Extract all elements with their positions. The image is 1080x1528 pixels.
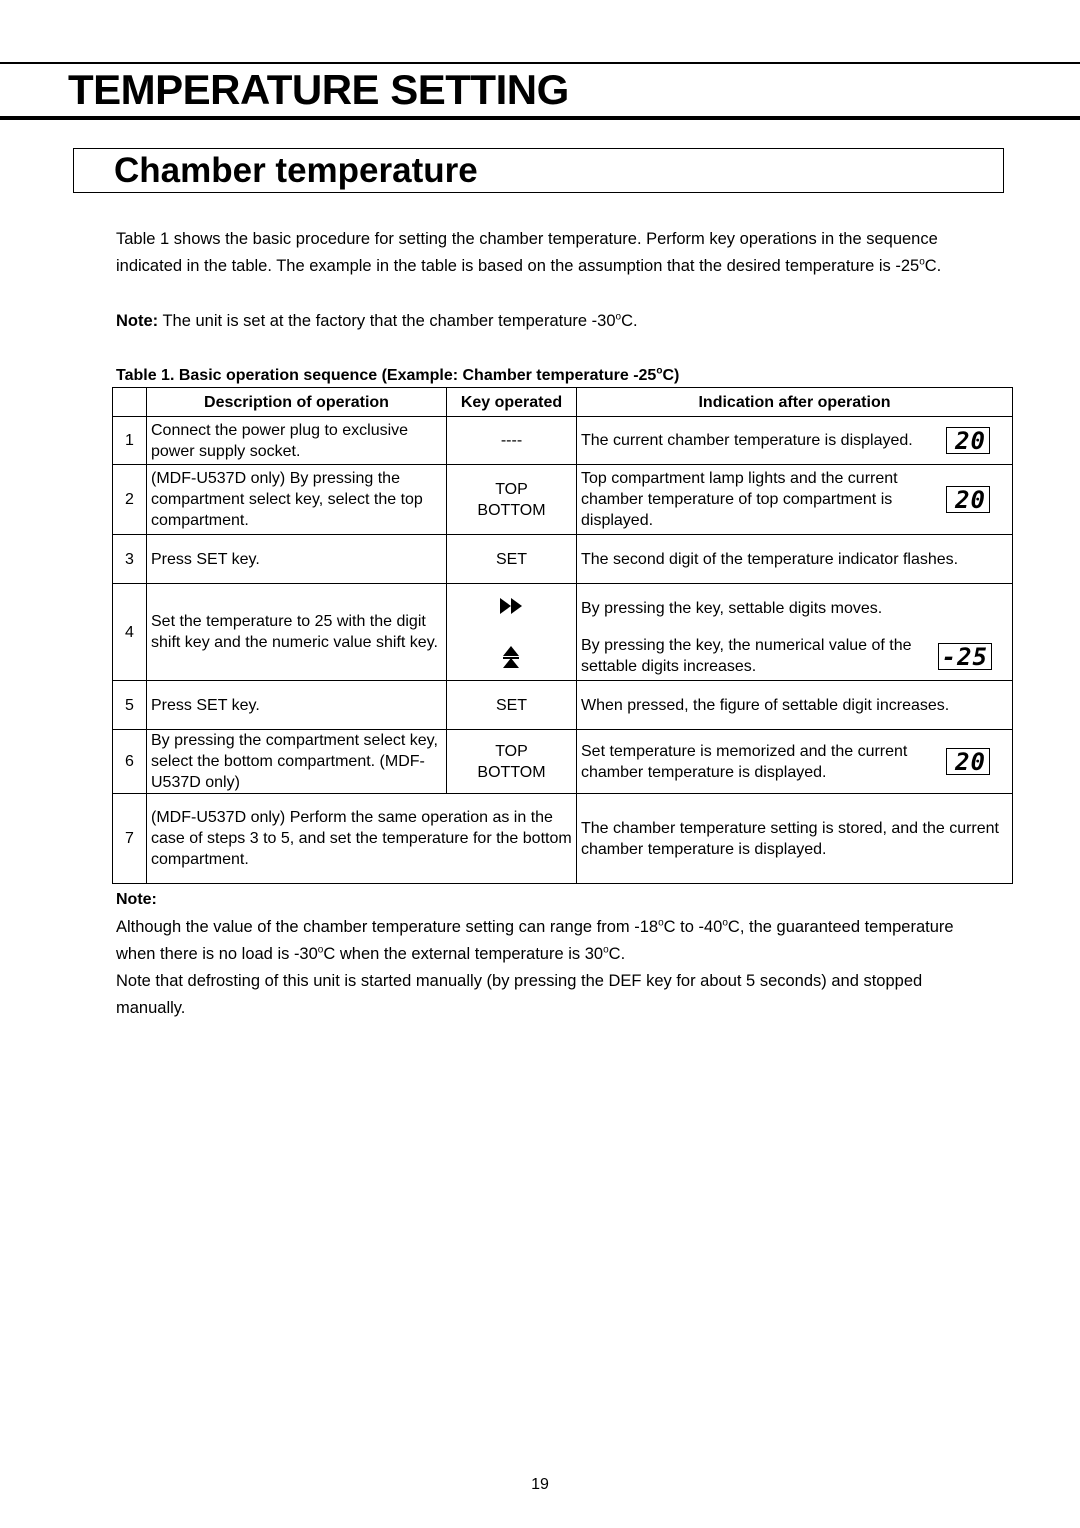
step-indication: The current chamber temperature is displayed. [581, 432, 913, 449]
lcd-display: 20 [946, 748, 990, 775]
page-number: 19 [531, 1476, 549, 1493]
defrost-note: Note that defrosting of this unit is started manually (by pressing the DEF key for about 5 seconds) and stopped manually. [116, 972, 923, 1017]
step-indication: The second digit of the temperature indicator flashes. [577, 535, 1013, 584]
degree-sup: o [317, 944, 324, 956]
step-number: 1 [113, 417, 147, 465]
key-top: TOP [495, 742, 528, 760]
step-description: Connect the power plug to exclusive power supply socket. [147, 417, 447, 465]
table-row [113, 417, 1013, 465]
key-operated-cell [447, 465, 577, 535]
section-header-box [73, 148, 1004, 193]
note-text: C when the external temperature is 30 [323, 945, 604, 963]
key-top: TOP [495, 480, 528, 498]
intro-text-end: C. [924, 257, 942, 275]
step-indication: Top compartment lamp lights and the current chamber temperature of top compartment is displayed. [581, 470, 898, 529]
note-text: The unit is set at the factory that the chamber temperature -30 [158, 312, 616, 330]
table-caption [116, 364, 679, 388]
note-text: C, the guaranteed temperature when there is no load is -30 [116, 918, 954, 963]
caption-text: Table 1. Basic operation sequence (Example: Chamber temperature -25 [116, 367, 657, 384]
step-number: 7 [113, 794, 147, 884]
note-text: Although the value of the chamber temperature setting can range from -18 [116, 918, 659, 936]
title-underline [0, 116, 1080, 120]
lcd-display: 20 [946, 427, 990, 454]
note-text: C to -40 [663, 918, 723, 936]
key-operated: SET [447, 681, 577, 730]
section-title: Chamber temperature [114, 151, 478, 190]
factory-note [116, 308, 968, 335]
degree-sup: o [722, 917, 728, 929]
step-number: 2 [113, 465, 147, 535]
table-row [113, 584, 1013, 681]
step-indication: When pressed, the figure of settable digit increases. [577, 681, 1013, 730]
degree-sup: o [919, 256, 925, 268]
caption-text-end: C) [662, 367, 680, 384]
page-title: TEMPERATURE SETTING [68, 66, 569, 113]
lcd-display: -25 [938, 643, 992, 670]
table-row [113, 794, 1013, 884]
step-indication: The chamber temperature setting is stored, and the current chamber temperature is displayed. [577, 794, 1013, 884]
step-description: (MDF-U537D only) By pressing the compartment select key, select the top compartment. [147, 465, 447, 535]
header-description: Description of operation [147, 388, 447, 417]
step-number: 5 [113, 681, 147, 730]
step-description: Press SET key. [147, 535, 447, 584]
value-shift-icon [503, 646, 519, 674]
step-indication-value: By pressing the key, the numerical value of the settable digits increases. [581, 637, 912, 675]
table-header-row [113, 388, 1013, 417]
header-indication: Indication after operation [577, 388, 1013, 417]
step-description: By pressing the compartment select key, select the bottom compartment. (MDF-U537D only) [147, 730, 447, 794]
step-number: 6 [113, 730, 147, 794]
degree-sup: o [615, 311, 622, 323]
intro-text: Table 1 shows the basic procedure for setting the chamber temperature. Perform key operations in the sequence indicated in the table. The example in the table is based on the assumption that the desired temperature is -25 [116, 230, 938, 275]
step-indication-cell [577, 417, 1013, 465]
step-number: 4 [113, 584, 147, 681]
header-key: Key operated [447, 388, 577, 417]
temperature-range-note [116, 914, 968, 968]
note-label: Note: [116, 312, 159, 330]
header-no [113, 388, 147, 417]
step-indication: Set temperature is memorized and the current chamber temperature is displayed. [581, 742, 908, 781]
step-indication-cell [577, 465, 1013, 535]
intro-paragraph [116, 226, 968, 280]
key-bottom: BOTTOM [477, 501, 546, 519]
degree-sup: o [658, 917, 664, 929]
key-operated: ---- [447, 417, 577, 465]
key-operated: SET [447, 535, 577, 584]
digit-shift-icon [500, 598, 522, 620]
operation-table [112, 387, 1013, 884]
step-indication-digits: By pressing the key, settable digits moves. [581, 599, 883, 617]
step-description: Set the temperature to 25 with the digit shift key and the numeric value shift key. [147, 584, 447, 681]
table-row [113, 535, 1013, 584]
step-indication-cell [577, 730, 1013, 794]
degree-sup: o [656, 365, 663, 377]
lcd-display: 20 [946, 486, 990, 513]
degree-sup: o [603, 944, 609, 956]
step-description: Press SET key. [147, 681, 447, 730]
step-description: (MDF-U537D only) Perform the same operation as in the case of steps 3 to 5, and set the temperature for the bottom compartment. [147, 794, 577, 884]
step-number: 3 [113, 535, 147, 584]
note-text: C. [608, 945, 626, 963]
table-row [113, 681, 1013, 730]
table-row [113, 730, 1013, 794]
key-bottom: BOTTOM [477, 763, 546, 781]
key-operated-cell [447, 730, 577, 794]
note-label: Note: [116, 891, 157, 908]
key-operated-cell [447, 584, 577, 681]
note-text-end: C. [621, 312, 638, 330]
table-row [113, 465, 1013, 535]
step-indication-cell [577, 584, 1013, 681]
